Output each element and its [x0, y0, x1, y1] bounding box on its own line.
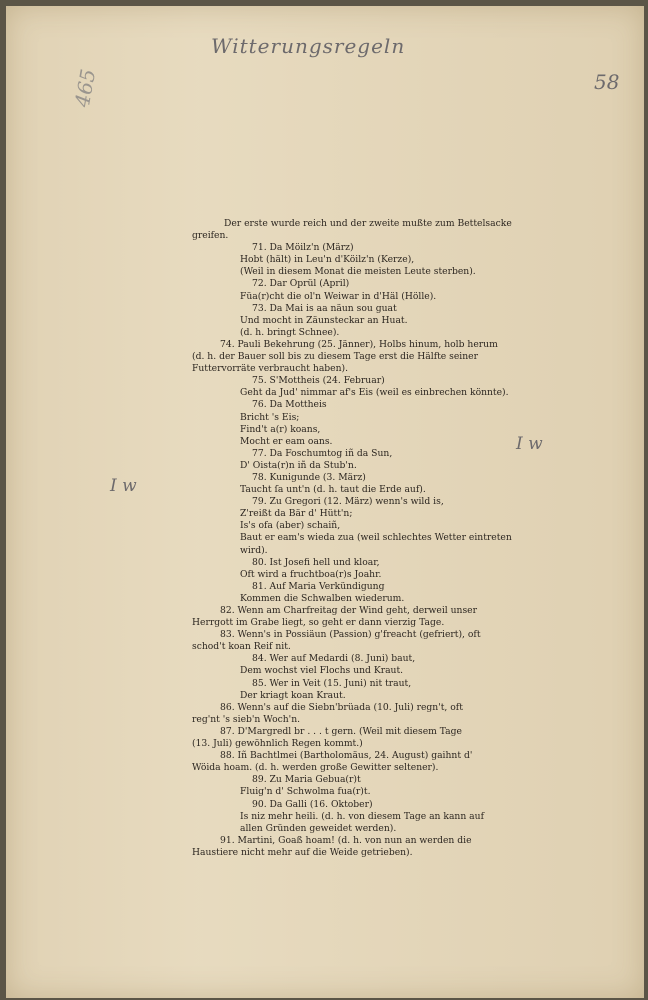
- handwritten-page-number: 58: [594, 70, 620, 94]
- text-line: greifen.: [192, 230, 229, 242]
- text-line: Taucht ſa unt'n (d. h. taut die Erde auf).: [240, 484, 426, 496]
- text-line: (d. h. bringt Schnee).: [240, 326, 340, 338]
- text-line: 82. Wenn am Charfreitag der Wind geht, derweil unser: [220, 605, 478, 616]
- text-line: 73. Da Mai is aa näun sou guat: [252, 302, 397, 314]
- text-line: 88. Iñ Bachtlmei (Bartholomäus, 24. August) gaihnt d': [220, 750, 473, 762]
- text-line: 81. Auf Maria Verkündigung: [252, 580, 385, 592]
- text-line: Find't a(r) koans,: [240, 423, 321, 435]
- text-line: 87. D'Margredl br . . . t gern. (Weil mit diesem Tage: [220, 725, 462, 737]
- text-line: Is niz mehr heili. (d. h. von diesem Tage an kann auf: [240, 810, 484, 822]
- text-line: Dem wochst viel Flochs und Kraut.: [240, 665, 404, 677]
- handwritten-side-note: 465: [69, 67, 101, 109]
- text-line: allen Gründen geweidet werden).: [240, 822, 397, 834]
- text-line: (Weil in diesem Monat die meisten Leute sterben).: [240, 266, 476, 278]
- text-line: 71. Da Möilz'n (März): [252, 242, 354, 254]
- text-line: Der kriagt koan Kraut.: [240, 689, 346, 701]
- text-line: (d. h. der Bauer soll bis zu diesem Tage erst die Hälfte seiner: [192, 351, 478, 363]
- text-line: Kommen die Schwalben wiederum.: [240, 592, 405, 604]
- text-line: 76. Da Mottheis: [252, 399, 327, 411]
- text-line: Baut er eam's wieda zua (weil schlechtes Wetter eintreten: [240, 532, 512, 544]
- text-line: 79. Zu Gregori (12. März) wenn's wild is,: [252, 496, 444, 508]
- text-line: Geht da Jud' nimmar af's Eis (weil es einbrechen könnte).: [240, 387, 509, 399]
- text-line: 85. Wer in Veit (15. Juni) nit traut,: [252, 677, 412, 689]
- text-line: 80. Ist Josefi hell und kloar,: [252, 556, 380, 568]
- handwritten-title: Witterungsregeln: [211, 34, 406, 58]
- text-line: Herrgott im Grabe liegt, so geht er dann vierzig Tage.: [192, 617, 445, 629]
- text-line: 78. Kunigunde (3. März): [252, 471, 366, 483]
- handwritten-margin-mark-right: I w: [516, 434, 543, 454]
- text-line: Hobt (hält) in Leu'n d'Köilz'n (Kerze),: [240, 254, 415, 266]
- text-line: 90. Da Galli (16. Oktober): [252, 798, 373, 810]
- text-line: (13. Juli) gewöhnlich Regen kommt.): [192, 738, 363, 750]
- document-page: [6, 6, 644, 998]
- text-line: 74. Pauli Bekehrung (25. Jänner), Holbs hinum, holb herum: [220, 338, 498, 350]
- text-line: Oft wird a fruchtboa(r)s Joahr.: [240, 568, 382, 580]
- text-line: 91. Martini, Goaß hoam! (d. h. von nun an werden die: [220, 834, 472, 846]
- text-line: 75. S'Mottheis (24. Februar): [252, 375, 385, 387]
- text-line: 84. Wer auf Medardi (8. Juni) baut,: [252, 653, 416, 665]
- text-line: 72. Dar Oprül (April): [252, 278, 350, 290]
- text-line: 77. Da Foschumtog iñ da Sun,: [252, 447, 393, 459]
- handwritten-margin-mark-left: I w: [110, 476, 137, 496]
- text-line: Haustiere nicht mehr auf die Weide getrieben).: [192, 846, 413, 858]
- text-line: Der erste wurde reich und der zweite mußte zum Bettelsacke: [224, 218, 512, 229]
- text-line: 86. Wenn's auf die Siebn'brüada (10. Juli) regn't, oft: [220, 701, 463, 713]
- text-line: wird).: [240, 544, 268, 556]
- text-line: 89. Zu Maria Gebua(r)t: [252, 774, 361, 786]
- text-line: Und mocht in Zäunsteckar an Huat.: [240, 314, 408, 326]
- text-line: Bricht 's Eis;: [240, 411, 300, 423]
- text-line: Is's ofa (aber) schaiñ,: [240, 520, 341, 532]
- text-line: Füa(r)cht die ol'n Weiwar in d'Häl (Hölle).: [240, 290, 437, 302]
- text-line: Futtervorräte verbraucht haben).: [192, 363, 349, 375]
- text-line: Fluig'n d' Schwolma fua(r)t.: [240, 786, 371, 798]
- text-line: Wöida hoam. (d. h. werden große Gewitter seltener).: [192, 762, 439, 774]
- document-body-text: [186, 218, 516, 859]
- text-line: D' Oista(r)n iñ da Stub'n.: [240, 459, 357, 471]
- text-line: reg'nt 's sieb'n Woch'n.: [192, 713, 301, 725]
- text-line: Mocht er eam oans.: [240, 435, 333, 447]
- text-line: Z'reißt da Bär d' Hütt'n;: [240, 508, 353, 520]
- text-line: schod't koan Reif nit.: [192, 641, 291, 653]
- text-line: 83. Wenn's in Possiäun (Passion) g'freacht (gefriert), oft: [220, 629, 481, 641]
